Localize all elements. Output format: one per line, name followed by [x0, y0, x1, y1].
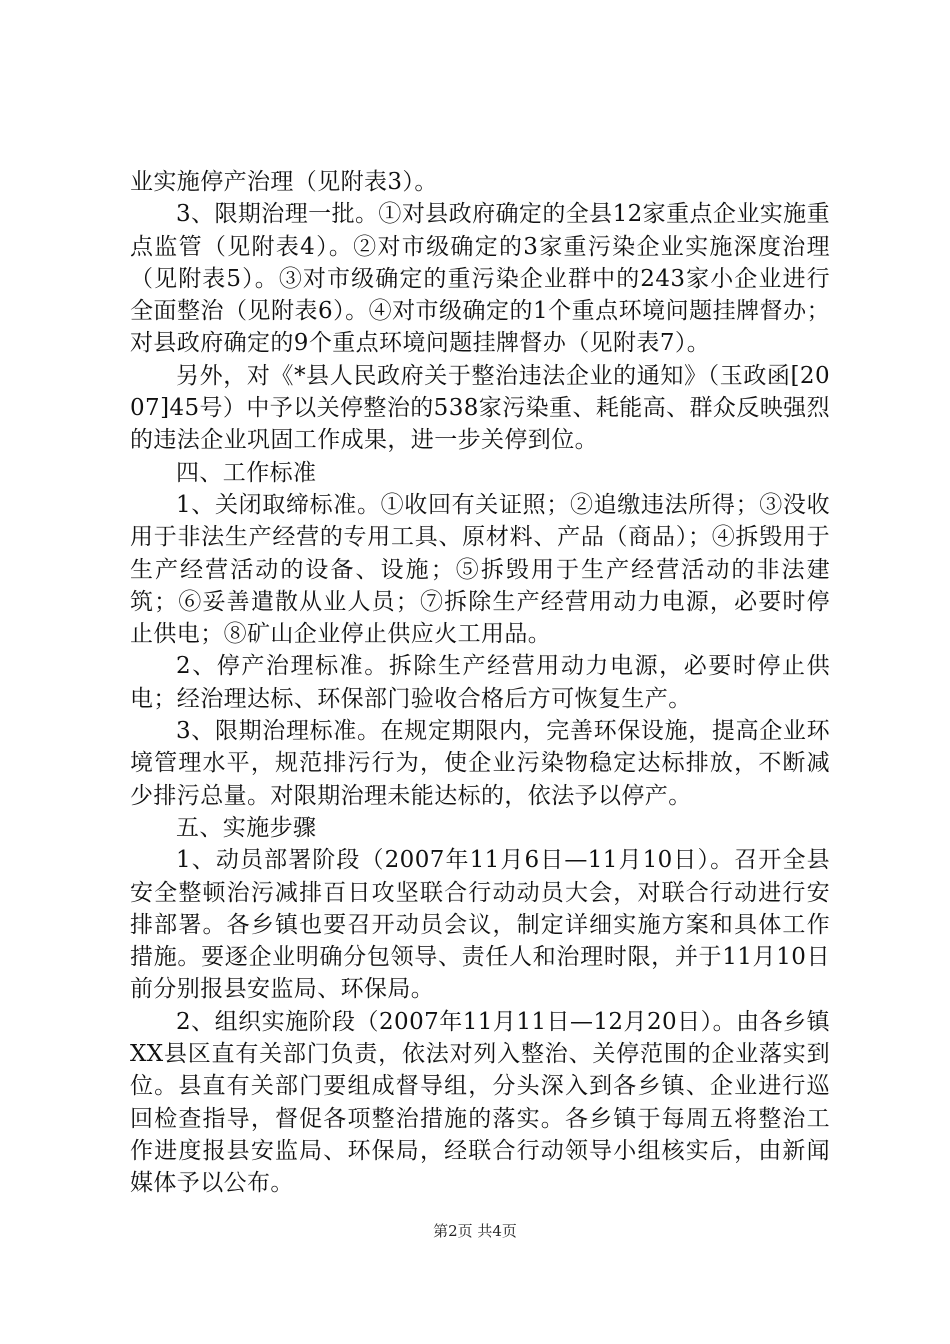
- section-heading-work-standards: 四、工作标准: [176, 459, 317, 486]
- section-heading-implementation-steps: 五、实施步骤: [176, 814, 317, 841]
- paragraph-mobilization-phase: 1、动员部署阶段（2007年11月6日—11月10日）。召开全县安全整顿治污减排百日攻坚联合行动动员大会，对联合行动进行安排部署。各乡镇也要召开动员会议，制定详细实施方案和具体工作措施。要逐企业明确分包领导、责任人和治理时限，并于11月10日前分别报县安监局、环保局。: [130, 847, 830, 1003]
- paragraph-closure-standard: 1、关闭取缔标准。①收回有关证照；②追缴违法所得；③没收用于非法生产经营的专用工具、原材料、产品（商品）；④拆毁用于生产经营活动的设备、设施；⑤拆毁用于生产经营活动的非法建筑；⑥妥善遣散从业人员；⑦拆除生产经营用动力电源，必要时停止供电；⑧矿山企业停止供应火工用品。: [130, 491, 830, 648]
- page-footer: [0, 1221, 950, 1241]
- paragraph-suspension-standard: 2、停产治理标准。拆除生产经营用动力电源，必要时停止供电；经治理达标、环保部门验收合格后方可恢复生产。: [130, 653, 830, 712]
- paragraph-additionally: 另外，对《*县人民政府关于整治违法企业的通知》（玉政函[2007]45号）中予以关停整治的538家污染重、耗能高、群众反映强烈的违法企业巩固工作成果，进一步关停到位。: [130, 362, 830, 454]
- paragraph-implementation-phase: 2、组织实施阶段（2007年11月11日—12月20日）。由各乡镇XX县区直有关部门负责，依法对列入整治、关停范围的企业落实到位。县直有关部门要组成督导组，分头深入到各乡镇、企业进行巡回检查指导，督促各项整治措施的落实。各乡镇于每周五将整治工作进度报县安监局、环保局，经联合行动领导小组核实后，由新闻媒体予以公布。: [130, 1008, 830, 1197]
- paragraph-limited-treatment: 3、限期治理一批。①对县政府确定的全县12家重点企业实施重点监管（见附表4）。②对市级确定的3家重污染企业实施深度治理（见附表5）。③对市级确定的重污染企业群中的243家小企业进行全面整治（见附表6）。④对市级确定的1个重点环境问题挂牌督办；对县政府确定的9个重点环境问题挂牌督办（见附表7）。: [130, 201, 830, 357]
- paragraph-continuation: 业实施停产治理（见附表3）。: [130, 169, 438, 195]
- paragraph-deadline-standard: 3、限期治理标准。在规定期限内，完善环保设施，提高企业环境管理水平，规范排污行为，使企业污染物稳定达标排放，不断减少排污总量。对限期治理未能达标的，依法予以停产。: [130, 718, 830, 809]
- document-body: [130, 166, 830, 1200]
- page-number-label: 第2页 共4页: [433, 1222, 517, 1240]
